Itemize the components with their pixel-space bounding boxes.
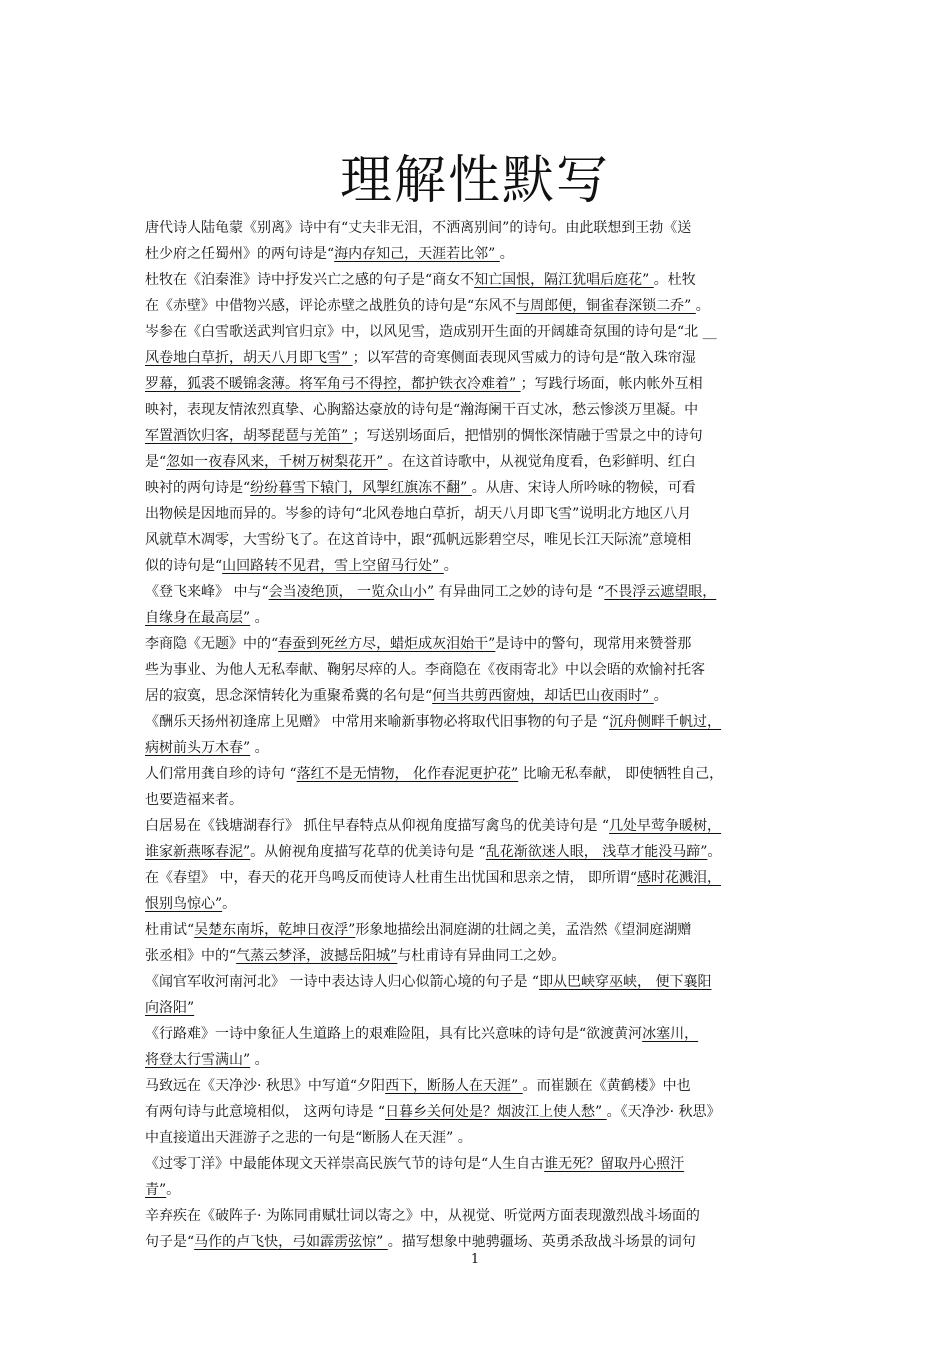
text-line <box>145 1073 810 1099</box>
prompt-text: 人们常用龚自珍的诗句 “ <box>145 766 297 782</box>
answer-text: 向洛阳” <box>145 1000 195 1016</box>
prompt-text: 。杜牧 <box>653 272 696 288</box>
prompt-text: 。 <box>653 688 668 704</box>
prompt-text: 与杜甫诗有异曲同工之妙。 <box>397 948 566 964</box>
text-line <box>145 293 810 319</box>
prompt-text: 《闻官军收河南河北》 一诗中表达诗人归心似箭心境的句子是 “ <box>145 974 540 990</box>
answer-text: 军置酒饮归客，胡琴琵琶与羌笛” <box>145 428 353 444</box>
answer-text: 谁无死？留取丹心照汗 <box>544 1156 685 1172</box>
answer-text: 即从巴峡穿巫峡， 便下襄阳 <box>539 974 712 990</box>
text-line <box>145 631 810 657</box>
text-line <box>145 1203 810 1229</box>
answer-text: 青” <box>145 1182 167 1198</box>
prompt-text: 句子是“ <box>145 1234 195 1250</box>
prompt-text: 。《天净沙· 秋思》 <box>606 1104 721 1120</box>
answer-text: 罗幕，狐裘不暖锦衾薄。将军角弓不得控，都护铁衣冷难着” <box>145 376 521 392</box>
answer-text: 西下，断肠人在天涯” <box>385 1078 523 1094</box>
prompt-text: 也要造福来者。 <box>145 792 243 808</box>
prompt-text: 。 <box>250 610 269 626</box>
prompt-text: 唐代诗人陆龟蒙《别离》诗中有“丈夫非无泪，不洒离别间”的诗句。由此联想到王勃《送 <box>145 220 692 236</box>
answer-text: 日暮乡关何处是？烟波江上使人愁” <box>385 1104 607 1120</box>
prompt-text: 比喻无私奉献， 即使牺牲自己， <box>518 766 724 782</box>
prompt-text: 在《春望》 中，春天的花开鸟鸣反而使诗人杜甫生出忧国和思亲之情， 即所谓“ <box>145 870 638 886</box>
answer-text: 病树前头万木春” <box>145 740 251 756</box>
prompt-text: 形象地描绘出洞庭湖的壮阔之美，孟浩然《望洞庭湖赠 <box>355 922 692 938</box>
text-line <box>145 579 810 605</box>
prompt-text: 是“ <box>145 454 167 470</box>
answer-text: 会当凌绝顶， 一览众山小” <box>268 584 435 600</box>
body-text <box>145 215 810 1255</box>
text-line <box>145 215 810 241</box>
prompt-text: 是诗中的警句，现常用来赞誉那 <box>495 636 692 652</box>
answer-text: 恨别鸟惊心” <box>145 896 223 912</box>
answer-text: 春蚕到死丝方尽，蜡炬成灰泪始干” <box>278 636 496 652</box>
answer-text: 冰塞川， <box>642 1026 699 1042</box>
answer-text: 谁家新燕啄春泥” <box>145 844 251 860</box>
prompt-text: 。 <box>166 1182 181 1198</box>
prompt-text: __ <box>702 324 717 340</box>
text-line <box>145 1047 810 1073</box>
text-line <box>145 449 810 475</box>
answer-text: 风卷地白草折，胡天八月即飞雪” <box>145 350 353 366</box>
answer-text: 忽如一夜春风来，千树万树梨花开” <box>166 454 388 470</box>
prompt-text: 。描写想象中驰骋疆场、英勇杀敌战斗场景的词句 <box>387 1234 696 1250</box>
answer-text: 气蒸云梦泽，波撼岳阳城” <box>236 948 398 964</box>
text-line <box>145 553 810 579</box>
prompt-text: 岑参在《白雪歌送武判官归京》中，以风见雪，造成别开生面的开阔雄奇氛围的诗句是“北 <box>145 324 703 340</box>
prompt-text: ；写送别场面后，把惜别的惆怅深情融于雪景之中的诗句 <box>352 428 703 444</box>
text-line <box>145 397 810 423</box>
text-line <box>145 1099 810 1125</box>
text-line <box>145 813 810 839</box>
prompt-text: 《行路难》一诗中象征人生道路上的艰难险阻，具有比兴意味的诗句是“欲渡黄河 <box>145 1026 643 1042</box>
prompt-text: 杜甫试“ <box>145 922 195 938</box>
text-line <box>145 761 810 787</box>
prompt-text: 些为事业、为他人无私奉献、鞠躬尽瘁的人。李商隐在《夜雨寄北》中以会晤的欢愉衬托客 <box>145 662 705 678</box>
prompt-text: ；写践行场面，帐内帐外互相 <box>520 376 703 392</box>
text-line <box>145 969 810 995</box>
prompt-text: 有两句诗与此意境相似， 这两句诗是 “ <box>145 1104 386 1120</box>
answer-text: 乱花渐欲迷人眼， 浅草才能没马蹄” <box>485 844 708 860</box>
text-line <box>145 865 810 891</box>
prompt-text: 在《赤壁》中借物兴感，评论赤壁之战胜负的诗句是“东风不 <box>145 298 517 314</box>
prompt-text: 。从俯视角度描写花草的优美诗句是 “ <box>250 844 486 860</box>
prompt-text: 映衬的两句诗是“ <box>145 480 251 496</box>
text-line <box>145 709 810 735</box>
answer-text: 吴楚东南坼，乾坤日夜浮” <box>194 922 356 938</box>
text-line <box>145 1151 810 1177</box>
text-line <box>145 657 810 683</box>
text-line <box>145 943 810 969</box>
answer-text: 纷纷暮雪下辕门，风掣红旗冻不翻” <box>250 480 472 496</box>
prompt-text: 《登飞来峰》 中与“ <box>145 584 269 600</box>
answer-text: 沉舟侧畔千帆过， <box>609 714 722 730</box>
page-title: 理解性默写 <box>339 151 610 211</box>
text-line <box>145 345 810 371</box>
answer-text: 海内存知己，天涯若比邻” <box>334 246 500 262</box>
answer-text: 不畏浮云遮望眼， <box>604 584 717 600</box>
prompt-text: 杜少府之任蜀州》的两句诗是“ <box>145 246 335 262</box>
text-line <box>145 1125 810 1151</box>
prompt-text: 。从唐、宋诗人所吟咏的物候，可看 <box>471 480 696 496</box>
prompt-text: 风就草木凋零，大雪纷飞了。在这首诗中，跟“孤帆远影碧空尽，唯见长江天际流”意境相 <box>145 532 692 548</box>
prompt-text: 李商隐《无题》中的“ <box>145 636 279 652</box>
text-line <box>145 501 810 527</box>
text-line <box>145 371 810 397</box>
text-line <box>145 527 810 553</box>
answer-text: 感时花溅泪， <box>637 870 722 886</box>
prompt-text: 似的诗句是“ <box>145 558 223 574</box>
prompt-text: 中直接道出天涯游子之悲的一句是“断肠人在天涯” 。 <box>145 1130 472 1146</box>
prompt-text: 。 <box>222 896 237 912</box>
answer-text: 将登太行雪满山” <box>145 1052 251 1068</box>
page-number: 1 <box>470 1252 480 1267</box>
text-line <box>145 891 810 917</box>
prompt-text: 张丞相》中的“ <box>145 948 237 964</box>
text-line <box>145 267 810 293</box>
prompt-text: 映衬，表现友情浓烈真挚、心胸豁达豪放的诗句是“瀚海阑干百丈冰，愁云惨淡万里凝。中 <box>145 402 699 418</box>
prompt-text: 。 <box>250 740 269 756</box>
prompt-text: 。 <box>443 558 458 574</box>
answer-text: 自缘身在最高层” <box>145 610 251 626</box>
prompt-text: ；以军营的奇寒侧面表现风雪威力的诗句是“散入珠帘湿 <box>352 350 696 366</box>
text-line <box>145 605 810 631</box>
text-line <box>145 241 810 267</box>
text-line <box>145 475 810 501</box>
text-line <box>145 735 810 761</box>
answer-text: 山回路转不见君，雪上空留马行处” <box>222 558 444 574</box>
text-line <box>145 917 810 943</box>
answer-text: 知亡国恨，隔江犹唱后庭花” <box>474 272 654 288</box>
text-line <box>145 995 810 1021</box>
text-line <box>145 787 810 813</box>
prompt-text: 。在这首诗歌中，从视觉角度看，色彩鲜明、红白 <box>387 454 696 470</box>
prompt-text: 。 <box>707 844 722 860</box>
prompt-text: 杜牧在《泊秦淮》诗中抒发兴亡之感的句子是“商女不 <box>145 272 475 288</box>
answer-text: 马作的卢飞快，弓如霹雳弦惊” <box>194 1234 388 1250</box>
text-line <box>145 839 810 865</box>
prompt-text: 白居易在《钱塘湖春行》 抓住早春特点从仰视角度描写禽鸟的优美诗句是 “ <box>145 818 610 834</box>
prompt-text: 《酬乐天扬州初逢席上见赠》 中常用来喻新事物必将取代旧事物的句子是 “ <box>145 714 610 730</box>
text-line <box>145 423 810 449</box>
text-line <box>145 1177 810 1203</box>
text-line <box>145 1021 810 1047</box>
prompt-text: 。 <box>499 246 514 262</box>
text-line <box>145 319 810 345</box>
answer-text: 与周郎便，铜雀春深锁二乔” <box>516 298 696 314</box>
answer-text: 何当共剪西窗烛，却话巴山夜雨时” <box>432 688 654 704</box>
text-line <box>145 683 810 709</box>
prompt-text: 有异曲同工之妙的诗句是 “ <box>434 584 605 600</box>
prompt-text: 居的寂寞，思念深情转化为重聚希冀的名句是“ <box>145 688 433 704</box>
answer-text: 几处早莺争暖树， <box>609 818 722 834</box>
prompt-text: 。 <box>250 1052 269 1068</box>
prompt-text: 辛弃疾在《破阵子· 为陈同甫赋壮词以寄之》中，从视觉、听觉两方面表现激烈战斗场面的 <box>145 1208 700 1224</box>
prompt-text: 。 <box>695 298 710 314</box>
prompt-text: 。而崔颢在《黄鹤楼》中也 <box>522 1078 691 1094</box>
prompt-text: 马致远在《天净沙· 秋思》中写道“夕阳 <box>145 1078 386 1094</box>
answer-text: 落红不是无情物， 化作春泥更护花” <box>296 766 519 782</box>
prompt-text: 出物候是因地而异的。岑参的诗句“北风卷地白草折，胡天八月即飞雪”说明北方地区八月 <box>145 506 692 522</box>
prompt-text: 《过零丁洋》中最能体现文天祥崇高民族气节的诗句是“人生自古 <box>145 1156 545 1172</box>
